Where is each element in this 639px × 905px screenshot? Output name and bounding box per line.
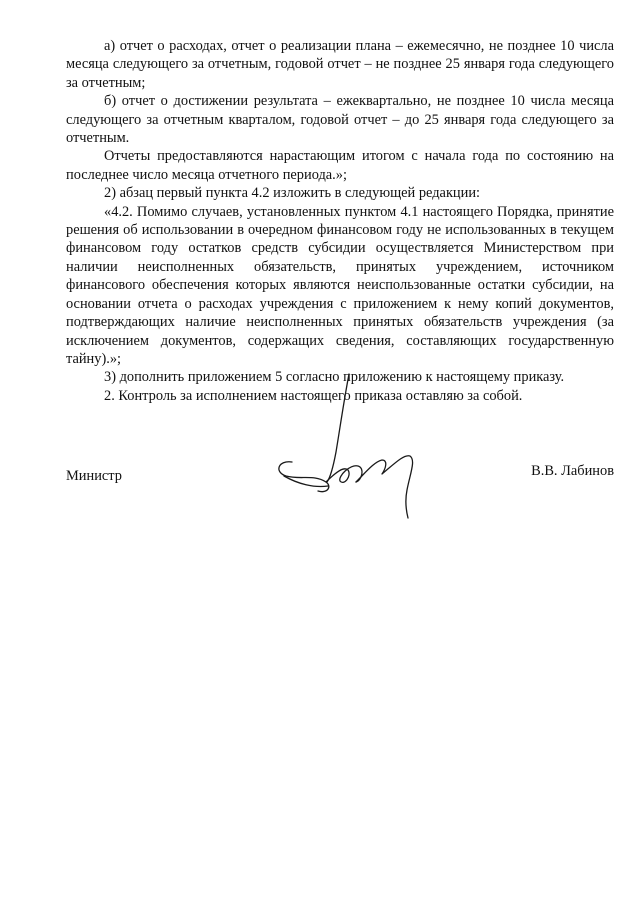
handwritten-signature-icon: [270, 370, 430, 520]
paragraph-subitem-a: а) отчет о расходах, отчет о реализации плана – ежемесячно, не позднее 10 числа месяца следующего за отчетным, годовой отчет – не позднее 25 января года следующего за отчетным;: [66, 38, 614, 91]
document-body: [66, 37, 614, 405]
position-title: Министр: [66, 468, 122, 484]
paragraph-control-clause: 2. Контроль за исполнением настоящего приказа оставляю за собой.: [104, 387, 523, 404]
paragraph-clause-4-2: «4.2. Помимо случаев, установленных пунктом 4.1 настоящего Порядка, принятие решения об использовании в очередном финансовом году не использованных в текущем финансовом году остатков средств субсидии осуществляется Министерством при наличии неисполненных обязательств, принятых учреждением, источником финансового обеспечения которых являются неиспользованные остатки субсидии, на основании отчета о расходах учреждения с приложением к нему копий документов, подтверждающих наличие неисполненных принятых обязательств учреждения (за исключением документов, содержащих сведения, составляющих государственную тайну).»;: [66, 203, 614, 367]
paragraph-cumulative-reports: Отчеты предоставляются нарастающим итогом с начала года по состоянию на последнее число месяца отчетного периода.»;: [66, 148, 614, 183]
signer-name: В.В. Лабинов: [531, 463, 614, 479]
paragraph-item-3: 3) дополнить приложением 5 согласно приложению к настоящему приказу.: [104, 369, 565, 386]
paragraph-item-2: 2) абзац первый пункта 4.2 изложить в следующей редакции:: [104, 185, 481, 202]
paragraph-subitem-b: б) отчет о достижении результата – ежеквартально, не позднее 10 числа месяца следующего за отчетным кварталом, годовой отчет – до 25 января года следующего за отчетным.: [66, 93, 614, 147]
